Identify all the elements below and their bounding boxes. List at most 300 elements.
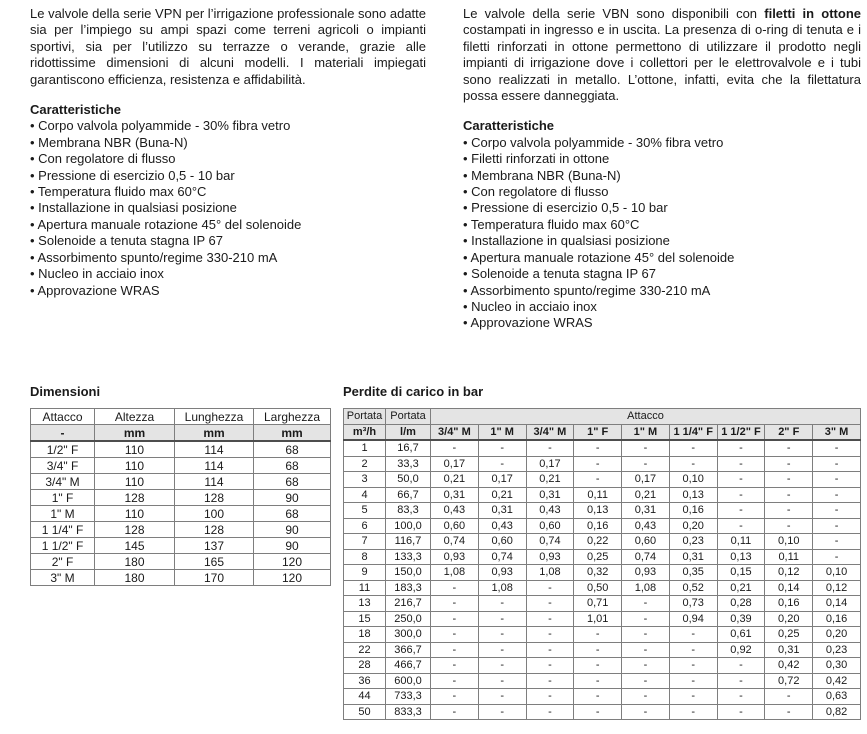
table-row xyxy=(344,580,861,596)
feature-item: • Pressione di esercizio 0,5 - 10 bar xyxy=(463,200,668,216)
table-cell: - xyxy=(669,627,717,643)
table-cell: 0,31 xyxy=(478,503,526,519)
table-cell: 0,74 xyxy=(478,549,526,565)
table-cell: 0,31 xyxy=(431,487,479,503)
table-cell: 90 xyxy=(254,538,331,554)
dimensions-table xyxy=(30,408,331,586)
table-cell: 0,82 xyxy=(813,704,861,720)
table-cell: - xyxy=(526,580,574,596)
table-cell: 110 xyxy=(95,474,175,490)
column-header: m³/h xyxy=(344,424,386,440)
dimensions-title: Dimensioni xyxy=(30,384,101,399)
column-header: 3/4" M xyxy=(431,424,479,440)
table-cell: 7 xyxy=(344,534,386,550)
table-cell: 0,52 xyxy=(669,580,717,596)
table-cell: 0,21 xyxy=(717,580,765,596)
table-cell: - xyxy=(813,440,861,456)
table-cell: - xyxy=(431,596,479,612)
table-cell: 0,28 xyxy=(717,596,765,612)
table-cell: 1,01 xyxy=(574,611,622,627)
unit-header: mm xyxy=(254,425,331,442)
table-cell: 33,3 xyxy=(386,456,431,472)
table-cell: 120 xyxy=(254,570,331,586)
table-cell: 0,35 xyxy=(669,565,717,581)
table-cell: 0,92 xyxy=(717,642,765,658)
table-cell: 0,23 xyxy=(813,642,861,658)
table-cell: 0,16 xyxy=(574,518,622,534)
table-cell: 8 xyxy=(344,549,386,565)
table-cell: 133,3 xyxy=(386,549,431,565)
dimensions-table-body xyxy=(31,441,331,586)
column-header: 1 1/4" F xyxy=(669,424,717,440)
table-row xyxy=(344,642,861,658)
table-cell: - xyxy=(622,456,670,472)
table-cell: - xyxy=(813,487,861,503)
dimensions-units-row xyxy=(31,425,331,442)
table-cell: 18 xyxy=(344,627,386,643)
table-cell: 0,74 xyxy=(526,534,574,550)
vbn-features-list xyxy=(463,135,861,332)
column-header: 3/4" M xyxy=(526,424,574,440)
table-cell: - xyxy=(478,456,526,472)
table-cell: - xyxy=(574,440,622,456)
table-cell: 0,14 xyxy=(765,580,813,596)
table-cell: 0,93 xyxy=(478,565,526,581)
table-cell: - xyxy=(717,503,765,519)
column-header: 1" M xyxy=(622,424,670,440)
table-cell: 0,72 xyxy=(765,673,813,689)
table-cell: 50 xyxy=(344,704,386,720)
table-cell: - xyxy=(526,611,574,627)
table-cell: - xyxy=(765,518,813,534)
table-cell: - xyxy=(717,673,765,689)
table-cell: - xyxy=(622,440,670,456)
table-cell: 68 xyxy=(254,474,331,490)
vpn-features-title: Caratteristiche xyxy=(30,102,122,118)
table-cell: - xyxy=(813,456,861,472)
table-cell: 116,7 xyxy=(386,534,431,550)
table-row xyxy=(344,518,861,534)
table-cell: 0,43 xyxy=(526,503,574,519)
table-cell: - xyxy=(431,627,479,643)
column-header: 3" M xyxy=(813,424,861,440)
table-cell: 5 xyxy=(344,503,386,519)
table-cell: 120 xyxy=(254,554,331,570)
table-cell: - xyxy=(765,472,813,488)
table-cell: 114 xyxy=(175,474,254,490)
dimensions-section xyxy=(30,384,331,586)
table-cell: - xyxy=(669,456,717,472)
table-cell: 50,0 xyxy=(386,472,431,488)
table-row xyxy=(344,673,861,689)
table-cell: 0,31 xyxy=(526,487,574,503)
table-cell: - xyxy=(622,642,670,658)
table-row xyxy=(344,658,861,674)
table-cell: - xyxy=(717,689,765,705)
table-cell: 0,13 xyxy=(717,549,765,565)
table-row xyxy=(344,627,861,643)
table-cell: 0,43 xyxy=(622,518,670,534)
table-cell: - xyxy=(669,673,717,689)
table-cell: 0,14 xyxy=(813,596,861,612)
table-cell: 0,20 xyxy=(669,518,717,534)
table-row xyxy=(31,570,331,586)
table-cell: 0,93 xyxy=(622,565,670,581)
table-cell: 170 xyxy=(175,570,254,586)
table-cell: - xyxy=(765,487,813,503)
flow-header-lm: Portata xyxy=(386,409,431,425)
table-cell: 0,21 xyxy=(431,472,479,488)
table-cell: 0,50 xyxy=(574,580,622,596)
feature-item: • Solenoide a tenuta stagna IP 67 xyxy=(30,233,223,249)
table-cell: 110 xyxy=(95,458,175,474)
table-cell: - xyxy=(478,611,526,627)
dimensions-header-row xyxy=(31,409,331,425)
table-row xyxy=(344,611,861,627)
feature-item: • Corpo valvola polyammide - 30% fibra vetro xyxy=(463,134,724,150)
table-cell: 44 xyxy=(344,689,386,705)
table-cell: - xyxy=(669,440,717,456)
table-cell: 0,42 xyxy=(813,673,861,689)
table-cell: - xyxy=(717,704,765,720)
table-cell: 0,17 xyxy=(478,472,526,488)
table-cell: 3 xyxy=(344,472,386,488)
feature-item: • Con regolatore di flusso xyxy=(30,151,176,167)
table-cell: - xyxy=(669,704,717,720)
table-cell: - xyxy=(431,704,479,720)
table-cell: 0,12 xyxy=(813,580,861,596)
table-cell: - xyxy=(622,658,670,674)
table-cell: 145 xyxy=(95,538,175,554)
table-cell: 137 xyxy=(175,538,254,554)
table-cell: 68 xyxy=(254,441,331,458)
table-cell: 0,94 xyxy=(669,611,717,627)
table-cell: 28 xyxy=(344,658,386,674)
table-cell: 100 xyxy=(175,506,254,522)
table-cell: 0,23 xyxy=(669,534,717,550)
table-row xyxy=(344,503,861,519)
column-header: 1 1/2" F xyxy=(717,424,765,440)
table-cell: 0,31 xyxy=(669,549,717,565)
table-cell: - xyxy=(478,440,526,456)
column-header: l/m xyxy=(386,424,431,440)
table-cell: 128 xyxy=(95,522,175,538)
table-cell: 15 xyxy=(344,611,386,627)
table-cell: 180 xyxy=(95,570,175,586)
table-cell: 0,16 xyxy=(765,596,813,612)
table-row xyxy=(344,487,861,503)
table-cell: - xyxy=(574,627,622,643)
table-cell: 0,10 xyxy=(669,472,717,488)
table-cell: 0,11 xyxy=(765,549,813,565)
table-cell: 128 xyxy=(175,490,254,506)
table-cell: - xyxy=(813,503,861,519)
vbn-intro-bold-text: filetti in ottone xyxy=(764,6,861,21)
table-cell: 3/4" F xyxy=(31,458,95,474)
table-cell: 0,60 xyxy=(478,534,526,550)
table-cell: - xyxy=(478,627,526,643)
table-cell: 0,71 xyxy=(574,596,622,612)
table-row xyxy=(31,522,331,538)
table-cell: - xyxy=(717,487,765,503)
feature-item: • Installazione in qualsiasi posizione xyxy=(463,233,670,249)
table-cell: 66,7 xyxy=(386,487,431,503)
column-header: Altezza xyxy=(95,409,175,425)
table-cell: 90 xyxy=(254,522,331,538)
table-cell: 1/2" F xyxy=(31,441,95,458)
feature-item: • Approvazione WRAS xyxy=(30,282,160,298)
table-row xyxy=(344,704,861,720)
table-cell: - xyxy=(669,689,717,705)
table-cell: 3" M xyxy=(31,570,95,586)
table-row xyxy=(31,506,331,522)
table-cell: 0,12 xyxy=(765,565,813,581)
vbn-intro-text-before: Le valvole della serie VBN sono disponibili con xyxy=(463,6,765,21)
table-cell: 0,32 xyxy=(574,565,622,581)
table-cell: 250,0 xyxy=(386,611,431,627)
table-cell: 0,15 xyxy=(717,565,765,581)
table-cell: - xyxy=(478,658,526,674)
column-header: Attacco xyxy=(31,409,95,425)
table-cell: 13 xyxy=(344,596,386,612)
table-cell: - xyxy=(526,658,574,674)
pressure-units-row xyxy=(344,424,861,440)
table-cell: 114 xyxy=(175,441,254,458)
table-cell: 0,16 xyxy=(669,503,717,519)
table-cell: - xyxy=(478,704,526,720)
feature-item: • Temperatura fluido max 60°C xyxy=(30,184,207,200)
feature-item: • Assorbimento spunto/regime 330-210 mA xyxy=(463,282,711,298)
table-cell: 1 1/4" F xyxy=(31,522,95,538)
table-cell: 2 xyxy=(344,456,386,472)
table-cell: 466,7 xyxy=(386,658,431,674)
feature-item: • Con regolatore di flusso xyxy=(463,184,609,200)
table-cell: - xyxy=(765,689,813,705)
table-cell: 0,20 xyxy=(765,611,813,627)
table-cell: 0,10 xyxy=(813,565,861,581)
table-cell: - xyxy=(622,673,670,689)
table-cell: - xyxy=(431,440,479,456)
table-cell: 100,0 xyxy=(386,518,431,534)
pressure-table-body xyxy=(344,440,861,720)
table-row xyxy=(344,549,861,565)
table-cell: - xyxy=(717,456,765,472)
table-cell: 0,17 xyxy=(431,456,479,472)
table-cell: - xyxy=(526,704,574,720)
table-row xyxy=(31,554,331,570)
table-cell: 366,7 xyxy=(386,642,431,658)
table-cell: 0,74 xyxy=(622,549,670,565)
table-row xyxy=(344,534,861,550)
table-cell: 1,08 xyxy=(526,565,574,581)
table-cell: 150,0 xyxy=(386,565,431,581)
table-cell: 6 xyxy=(344,518,386,534)
column-header: 1" F xyxy=(574,424,622,440)
table-cell: 83,3 xyxy=(386,503,431,519)
table-cell: 0,43 xyxy=(478,518,526,534)
table-cell: - xyxy=(574,472,622,488)
feature-item: • Apertura manuale rotazione 45° del solenoide xyxy=(463,249,735,265)
table-cell: 0,63 xyxy=(813,689,861,705)
table-cell: - xyxy=(478,689,526,705)
table-cell: - xyxy=(765,704,813,720)
table-cell: 0,43 xyxy=(431,503,479,519)
table-cell: 0,11 xyxy=(717,534,765,550)
table-cell: - xyxy=(813,518,861,534)
table-cell: 183,3 xyxy=(386,580,431,596)
vpn-intro-paragraph: Le valvole della serie VPN per l’irrigazione professionale sono adatte sia per l’impiego su ampi spazi come terreni agricoli o impianti sportivi, sia per l’utilizzo su terrazze o verande, grazie alle ridottissime dimensioni di alcuni modelli. I materiali impiegati garantiscono efficienza, resistenza e affidabilità. xyxy=(30,6,427,87)
feature-item: • Membrana NBR (Buna-N) xyxy=(30,134,188,150)
attacco-span-header: Attacco xyxy=(431,409,861,425)
table-cell: - xyxy=(669,658,717,674)
table-cell: - xyxy=(813,549,861,565)
table-cell: 0,93 xyxy=(526,549,574,565)
table-cell: 0,21 xyxy=(622,487,670,503)
table-cell: 16,7 xyxy=(386,440,431,456)
table-cell: 0,21 xyxy=(526,472,574,488)
vbn-intro-text-after: costampati in ingresso e in uscita. La presenza di o-ring di tenuta e i filetti rinforzati in ottone permettono di utilizzare il prodotto negli impianti di irrigazione dove i collettori per le elettrovalvole e i tubi sono realizzati in metallo. L’ottone, infatti, evita che la filettatura possa essere danneggiata. xyxy=(463,22,861,104)
table-cell: - xyxy=(669,642,717,658)
table-cell: 0,13 xyxy=(669,487,717,503)
table-cell: - xyxy=(431,673,479,689)
table-cell: 0,17 xyxy=(526,456,574,472)
table-cell: 180 xyxy=(95,554,175,570)
table-cell: 833,3 xyxy=(386,704,431,720)
vbn-intro-paragraph xyxy=(463,6,861,104)
column-header: 1" M xyxy=(478,424,526,440)
vbn-features-title: Caratteristiche xyxy=(463,118,555,134)
table-row xyxy=(31,458,331,474)
table-row xyxy=(344,689,861,705)
table-cell: 733,3 xyxy=(386,689,431,705)
table-cell: 11 xyxy=(344,580,386,596)
feature-item: • Corpo valvola polyammide - 30% fibra vetro xyxy=(30,118,291,134)
table-cell: 128 xyxy=(95,490,175,506)
table-cell: 0,10 xyxy=(765,534,813,550)
vpn-description-column xyxy=(30,6,426,299)
feature-item: • Apertura manuale rotazione 45° del solenoide xyxy=(30,216,302,232)
pressure-loss-section xyxy=(343,384,861,720)
table-cell: 0,16 xyxy=(813,611,861,627)
table-cell: 0,22 xyxy=(574,534,622,550)
table-cell: - xyxy=(431,611,479,627)
table-cell: - xyxy=(574,658,622,674)
table-row xyxy=(31,441,331,458)
table-cell: 0,31 xyxy=(622,503,670,519)
table-cell: - xyxy=(526,689,574,705)
table-cell: - xyxy=(431,689,479,705)
table-cell: 0,42 xyxy=(765,658,813,674)
table-cell: 0,25 xyxy=(574,549,622,565)
table-cell: 0,31 xyxy=(765,642,813,658)
unit-header: mm xyxy=(175,425,254,442)
table-cell: 0,25 xyxy=(765,627,813,643)
table-cell: 68 xyxy=(254,506,331,522)
table-cell: 0,74 xyxy=(431,534,479,550)
table-cell: - xyxy=(717,472,765,488)
feature-item: • Pressione di esercizio 0,5 - 10 bar xyxy=(30,167,235,183)
table-cell: 0,73 xyxy=(669,596,717,612)
table-cell: - xyxy=(526,627,574,643)
table-cell: - xyxy=(431,658,479,674)
table-cell: - xyxy=(574,689,622,705)
table-cell: 0,17 xyxy=(622,472,670,488)
table-cell: - xyxy=(765,503,813,519)
table-cell: 9 xyxy=(344,565,386,581)
table-cell: - xyxy=(526,596,574,612)
table-cell: - xyxy=(478,642,526,658)
table-cell: 0,11 xyxy=(574,487,622,503)
table-cell: 1" M xyxy=(31,506,95,522)
feature-item: • Assorbimento spunto/regime 330-210 mA xyxy=(30,249,278,265)
column-header: Lunghezza xyxy=(175,409,254,425)
table-cell: - xyxy=(478,596,526,612)
table-cell: 114 xyxy=(175,458,254,474)
table-cell: 1,08 xyxy=(431,565,479,581)
table-cell: 128 xyxy=(175,522,254,538)
table-row xyxy=(31,538,331,554)
table-row xyxy=(31,474,331,490)
feature-item: • Temperatura fluido max 60°C xyxy=(463,216,640,232)
table-cell: 110 xyxy=(95,441,175,458)
pressure-header-row xyxy=(344,409,861,425)
table-cell: 300,0 xyxy=(386,627,431,643)
vpn-features-list xyxy=(30,118,426,298)
table-cell: 36 xyxy=(344,673,386,689)
table-cell: - xyxy=(574,673,622,689)
table-cell: 90 xyxy=(254,490,331,506)
table-cell: 0,13 xyxy=(574,503,622,519)
table-cell: 0,60 xyxy=(526,518,574,534)
table-cell: - xyxy=(765,440,813,456)
table-cell: - xyxy=(574,456,622,472)
vbn-description-column xyxy=(463,6,861,332)
table-cell: 0,20 xyxy=(813,627,861,643)
table-cell: - xyxy=(622,627,670,643)
table-cell: - xyxy=(765,456,813,472)
flow-header-m3h: Portata xyxy=(344,409,386,425)
feature-item: • Membrana NBR (Buna-N) xyxy=(463,167,621,183)
table-cell: - xyxy=(717,518,765,534)
table-cell: - xyxy=(574,704,622,720)
table-cell: - xyxy=(622,704,670,720)
table-cell: - xyxy=(526,440,574,456)
table-row xyxy=(344,596,861,612)
table-row xyxy=(344,440,861,456)
feature-item: • Solenoide a tenuta stagna IP 67 xyxy=(463,266,656,282)
table-cell: 600,0 xyxy=(386,673,431,689)
table-cell: - xyxy=(574,642,622,658)
table-cell: - xyxy=(431,580,479,596)
table-cell: - xyxy=(526,642,574,658)
table-cell: 68 xyxy=(254,458,331,474)
table-cell: 1 1/2" F xyxy=(31,538,95,554)
table-cell: 0,60 xyxy=(622,534,670,550)
table-cell: - xyxy=(526,673,574,689)
table-cell: 0,21 xyxy=(478,487,526,503)
column-header: 2" F xyxy=(765,424,813,440)
table-cell: - xyxy=(717,440,765,456)
table-cell: 0,93 xyxy=(431,549,479,565)
table-cell: - xyxy=(717,658,765,674)
table-row xyxy=(31,490,331,506)
table-cell: 110 xyxy=(95,506,175,522)
table-cell: 3/4" M xyxy=(31,474,95,490)
unit-header: - xyxy=(31,425,95,442)
table-cell: 0,30 xyxy=(813,658,861,674)
table-cell: 0,61 xyxy=(717,627,765,643)
table-cell: 22 xyxy=(344,642,386,658)
